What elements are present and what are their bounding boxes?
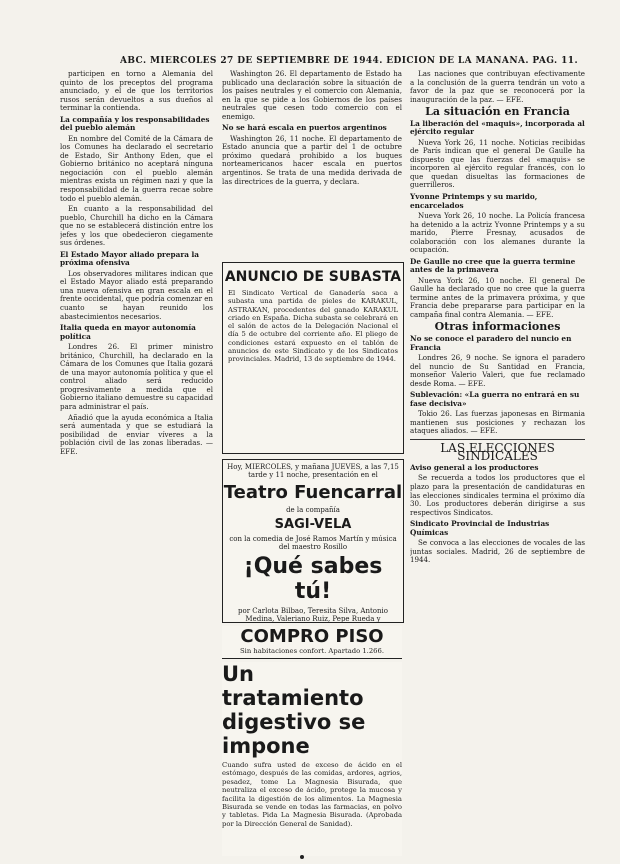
- company-name: SAGI-VELA: [274, 517, 352, 532]
- apartment-ad: [222, 626, 402, 659]
- page-header: ABC. MIERCOLES 27 DE SEPTIEMBRE DE 1944. EDICION DE LA MAÑANA. PAG. 11.: [120, 56, 578, 66]
- paragraph: Se convoca a las elecciones de vocales de las juntas sociales. Madrid, 26 de septiembre de 1944.: [410, 538, 585, 565]
- section-title: Otras informaciones: [434, 320, 561, 334]
- subheading: Sublevación: «La guerra no entrará en su fase decisiva»: [410, 390, 580, 408]
- column-middle: [222, 70, 402, 260]
- section-title: LAS ELECCIONES SINDICALES: [440, 440, 555, 464]
- bullet-dot: [300, 855, 304, 859]
- paragraph: participen en torno a Alemania del quinto de los preceptos del programa anunciado, y el de que los territorios rusos serán devueltos a sus dueños al terminar la contienda.: [60, 70, 213, 113]
- paragraph: Las naciones que contribuyan efectivamente a la conclusión de la guerra tendrán un voto a favor de la paz que se reconocerá por la inauguración de la paz. — EFE.: [410, 70, 585, 104]
- subheading: No se conoce el paradero del nuncio en Francia: [410, 334, 572, 352]
- subheading: Italia queda en mayor autonomía política: [60, 323, 196, 341]
- paragraph: Washington 26, 11 noche. El departamento de Estado anuncia que a partir del 1 de octubre próximo quedará prohibido a los buques norteamericanos hacer escala en puertos argentinos. Se trata de una medida derivada de las directrices de la guerra, y declara.: [222, 133, 402, 186]
- subheading: De Gaulle no cree que la guerra termine antes de la primavera: [410, 256, 576, 275]
- column-right: [410, 70, 585, 856]
- section-title: La situación en Francia: [425, 105, 570, 119]
- subheading: Aviso general a los productores: [410, 462, 539, 472]
- subheading: Sindicato Provincial de Industrias Químicas: [410, 519, 550, 537]
- paragraph: Nueva York 26, 10 noche. La Policía francesa ha detenido a la actriz Yvonne Printemps y a su marido, Pierre Fresnay, acusados de colaboración con los alemanes durante la ocupación.: [410, 211, 585, 255]
- theatre-intro: Hoy, MIERCOLES, y mañana JUEVES, a las 7,15 tarde y 11 noche, presentación en el: [227, 463, 399, 479]
- subheading: No se hará escala en puertos argentinos: [222, 123, 387, 133]
- subheading: La liberación del «maquis», incorporada al ejército regular: [410, 118, 585, 137]
- auction-body: El Sindicato Vertical de Ganadería saca a subasta una partida de pieles de KARAKUL, ASTRAKAN, procedentes del ganado KARAKUL criado en España. Dicha subasta se celebrará en el salón de actos de la Delegación Nacional el día 5 de octubre del corriente año. El pliego de condiciones estará expuesto en el tablón de anuncios de este Sindicato y de los Sindicatos provinciales. Madrid, 13 de septiembre de 1944.: [228, 289, 398, 364]
- apartment-title: COMPRO PISO: [240, 626, 384, 647]
- digestive-headline: Un tratamiento digestivo se impone: [222, 662, 366, 758]
- subheading: Yvonne Printemps y su marido, encarcelados: [410, 192, 538, 210]
- apartment-sub: Sin habitaciones confort. Apartado 1.266.: [240, 647, 384, 655]
- theatre-name: Teatro Fuencarral: [223, 482, 403, 503]
- company-intro: de la compañía: [286, 506, 340, 514]
- digestive-ad: [222, 662, 402, 856]
- paragraph: Washington 26. El departamento de Estado ha publicado una declaración sobre la situación de los países neutrales y el comercio con Alemania, en la que se pide a los Gobiernos de los países neutrales que cesen todo comercio con el enemigo.: [222, 70, 402, 121]
- paragraph: En nombre del Comité de la Cámara de los Comunes ha declarado el secretario de Estado, Sir Anthony Eden, que el Gobierno británico no aceptará ninguna negociación con el pueblo alemán mientras exista un régimen nazi y que la responsabilidad de la guerra recae sobre todo el pueblo alemán.: [60, 133, 213, 203]
- paragraph: Nueva York 26, 11 noche. Noticias recibidas de París indican que el general De Gaulle ha dispuesto que las fuerzas del «maquis» se incorporen al ejército regular francés, con lo que quedan disueltas las formaciones de guerrilleros.: [410, 137, 585, 190]
- paragraph: Nueva York 26, 10 noche. El general De Gaulle ha declarado que no cree que la guerra termine antes de la primavera próxima, y que Francia debe prepararse para participar en la campaña final contra Alemania. — EFE.: [410, 275, 585, 319]
- paragraph: En cuanto a la responsabilidad del pueblo, Churchill ha dicho en la Cámara que no se establecerá distinción entre los jefes y los que obedecieron ciegamente sus órdenes.: [60, 204, 213, 248]
- paragraph: Añadió que la ayuda económica a Italia será aumentada y que se estudiará la posibilidad de enviar víveres a la población civil de las zonas liberadas. — EFE.: [60, 412, 213, 456]
- paragraph: Tokio 26. Las fuerzas japonesas en Birmania mantienen sus posiciones y rechazan los ataques aliados. — EFE.: [410, 409, 585, 436]
- divider: [410, 439, 585, 440]
- paragraph: Se recuerda a todos los productores que el plazo para la presentación de candidaturas en las elecciones sindicales termina el próximo día 30. Los productores deberán dirigirse a sus respectivos Sindicatos.: [410, 473, 585, 517]
- subheading: El Estado Mayor aliado prepara la próxima ofensiva: [60, 249, 199, 268]
- column-left: [60, 70, 213, 856]
- digestive-body: Cuando sufra usted de exceso de ácido en el estómago, después de las comidas, ardores, agrios, pesadez, tome La Magnesia Bisurada, que neutraliza el exceso de ácido, protege la mucosa y facilita la digestión de los alimentos. La Magnesia Bisurada se vende en todas las farmacias, en polvo y tabletas. Pida La Magnesia Bisurada. (Aprobada por la Dirección General de Sanidad).: [222, 761, 402, 828]
- auction-ad: [222, 262, 404, 454]
- theatre-ad: [222, 459, 404, 623]
- paragraph: Londres 26, 9 noche. Se ignora el paradero del nuncio de Su Santidad en Francia, monseñor Valerio Valeri, que fue reclamado desde Roma. — EFE.: [410, 353, 585, 388]
- subheading: La compañía y los responsabilidades del pueblo alemán: [60, 114, 210, 133]
- music-credit: con la comedia de José Ramos Martín y música del maestro Rosillo: [229, 535, 397, 551]
- cast-list: por Carlota Bilbao, Teresita Silva, Antonio Medina, Valeriano Ruiz, Pepe Rueda y: [238, 607, 388, 623]
- paragraph: Los observadores militares indican que el Estado Mayor aliado está preparando una nueva ofensiva en gran escala en el frente occidental, que podría comenzar en cuanto se hayan reunido los abastecimientos necesarios.: [60, 268, 213, 321]
- paragraph: Londres 26. El primer ministro británico, Churchill, ha declarado en la Cámara de los Comunes que Italia gozará de una mayor autonomía política y que el control aliado será reducido progresivamente a medida que el Gobierno italiano demuestre su capacidad para administrar el país.: [60, 342, 213, 411]
- auction-title: ANUNCIO DE SUBASTA: [224, 269, 402, 285]
- show-title: ¡Qué sabes tú!: [243, 554, 383, 604]
